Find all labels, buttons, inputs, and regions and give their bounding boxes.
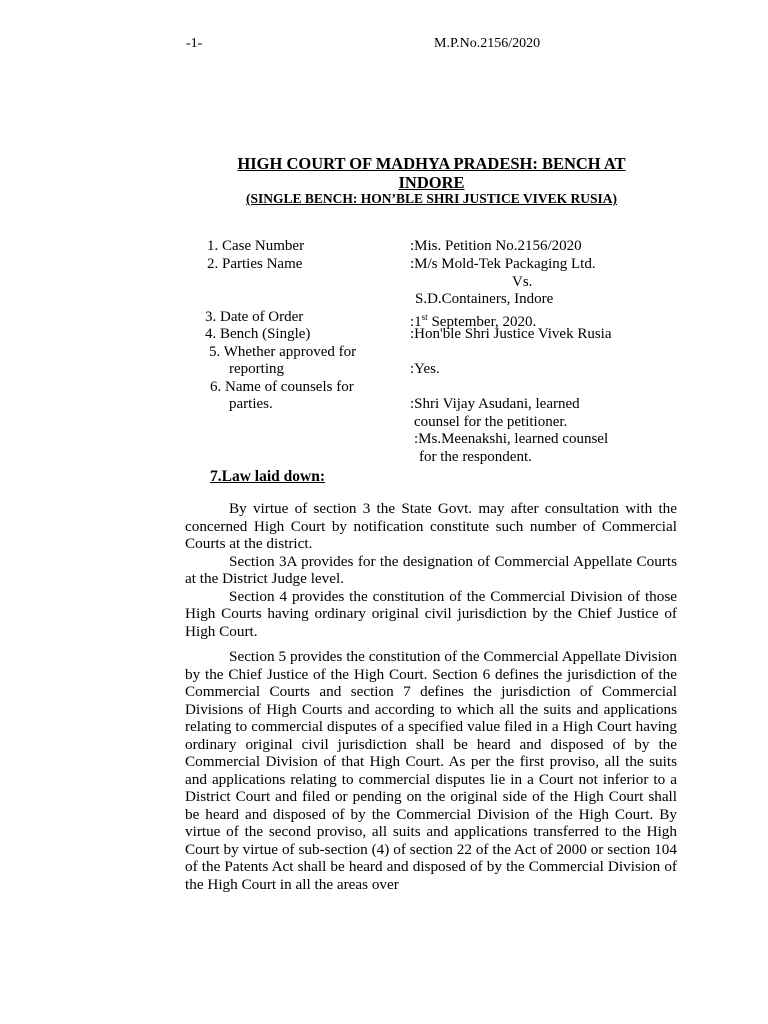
approved-label-line-2: reporting xyxy=(229,361,284,377)
parties-value-respondent: S.D.Containers, Indore xyxy=(415,291,554,307)
approved-value: :Yes. xyxy=(410,361,440,377)
date-of-order-value: :1st September, 2020. xyxy=(410,312,537,330)
paragraph-section-3: By virtue of section 3 the State Govt. may after consultation with the concerned High Court by notification constitute such number of Commercial Courts at the district. xyxy=(185,500,677,552)
court-title-line-2: INDORE xyxy=(398,173,465,192)
counsel-label-line-2: parties. xyxy=(229,396,273,412)
paragraph-section-4: Section 4 provides the constitution of the Commercial Division of those High Courts having ordinary original civil jurisdiction by the Chief Justice of High Court. xyxy=(185,587,677,640)
case-number-label: 1. Case Number xyxy=(207,238,305,254)
counsel-value-line-1: :Shri Vijay Asudani, learned xyxy=(410,396,580,412)
counsel-value-line-4: for the respondent. xyxy=(419,449,532,465)
parties-label: 2. Parties Name xyxy=(207,256,303,272)
case-number-value: :Mis. Petition No.2156/2020 xyxy=(410,238,582,254)
paragraph-section-3a: Section 3A provides for the designation of Commercial Appellate Courts at the District Judge level. xyxy=(185,552,677,587)
paragraph-section-5: Section 5 provides the constitution of the Commercial Appellate Division by the Chief Justice of the High Court. Section 6 defines the jurisdiction of the Commercial Courts and section 7 defines the jurisdiction of Commercial Divisions of High Courts and according to which all the suits and applications relating to commercial disputes of a specified value filed in a High Court having ordinary original civil jurisdiction shall be heard and disposed of by the Commercial Division of that High Court. As per the first proviso, all the suits and applications relating to commercial disputes lie in a Court not inferior to a District Court and filed or pending on the original side of the High Court shall be heard and disposed of by the Commercial Division of the High Court. By virtue of the second proviso, all suits and applications transferred to the High Court by virtue of sub-section (4) of section 22 of the Act of 2000 or section 104 of the Patents Act shall be heard and disposed of by the Commercial Division of the High Court in all the areas over xyxy=(185,648,677,893)
counsel-value-line-2: counsel for the petitioner. xyxy=(414,414,568,430)
bench-value: :Hon'ble Shri Justice Vivek Rusia xyxy=(410,326,612,342)
parties-versus: Vs. xyxy=(512,274,533,290)
approved-label-line-1: 5. Whether approved for xyxy=(209,344,357,360)
parties-value-petitioner: :M/s Mold-Tek Packaging Ltd. xyxy=(410,256,596,272)
counsel-value-line-3: :Ms.Meenakshi, learned counsel xyxy=(414,431,609,447)
counsel-label-line-1: 6. Name of counsels for xyxy=(210,379,354,395)
court-title-line-1: HIGH COURT OF MADHYA PRADESH: BENCH AT xyxy=(237,154,626,173)
law-laid-down-heading: 7.Law laid down: xyxy=(210,468,325,485)
law-body-group-1 xyxy=(185,500,677,640)
date-of-order-label: 3. Date of Order xyxy=(205,309,304,325)
bench-subtitle: (SINGLE BENCH: HON’BLE SHRI JUSTICE VIVEK RUSIA) xyxy=(245,191,618,206)
law-body-group-2 xyxy=(185,648,677,893)
case-reference-header: M.P.No.2156/2020 xyxy=(434,36,541,51)
bench-label: 4. Bench (Single) xyxy=(205,326,311,342)
page-number: -1- xyxy=(186,36,203,51)
